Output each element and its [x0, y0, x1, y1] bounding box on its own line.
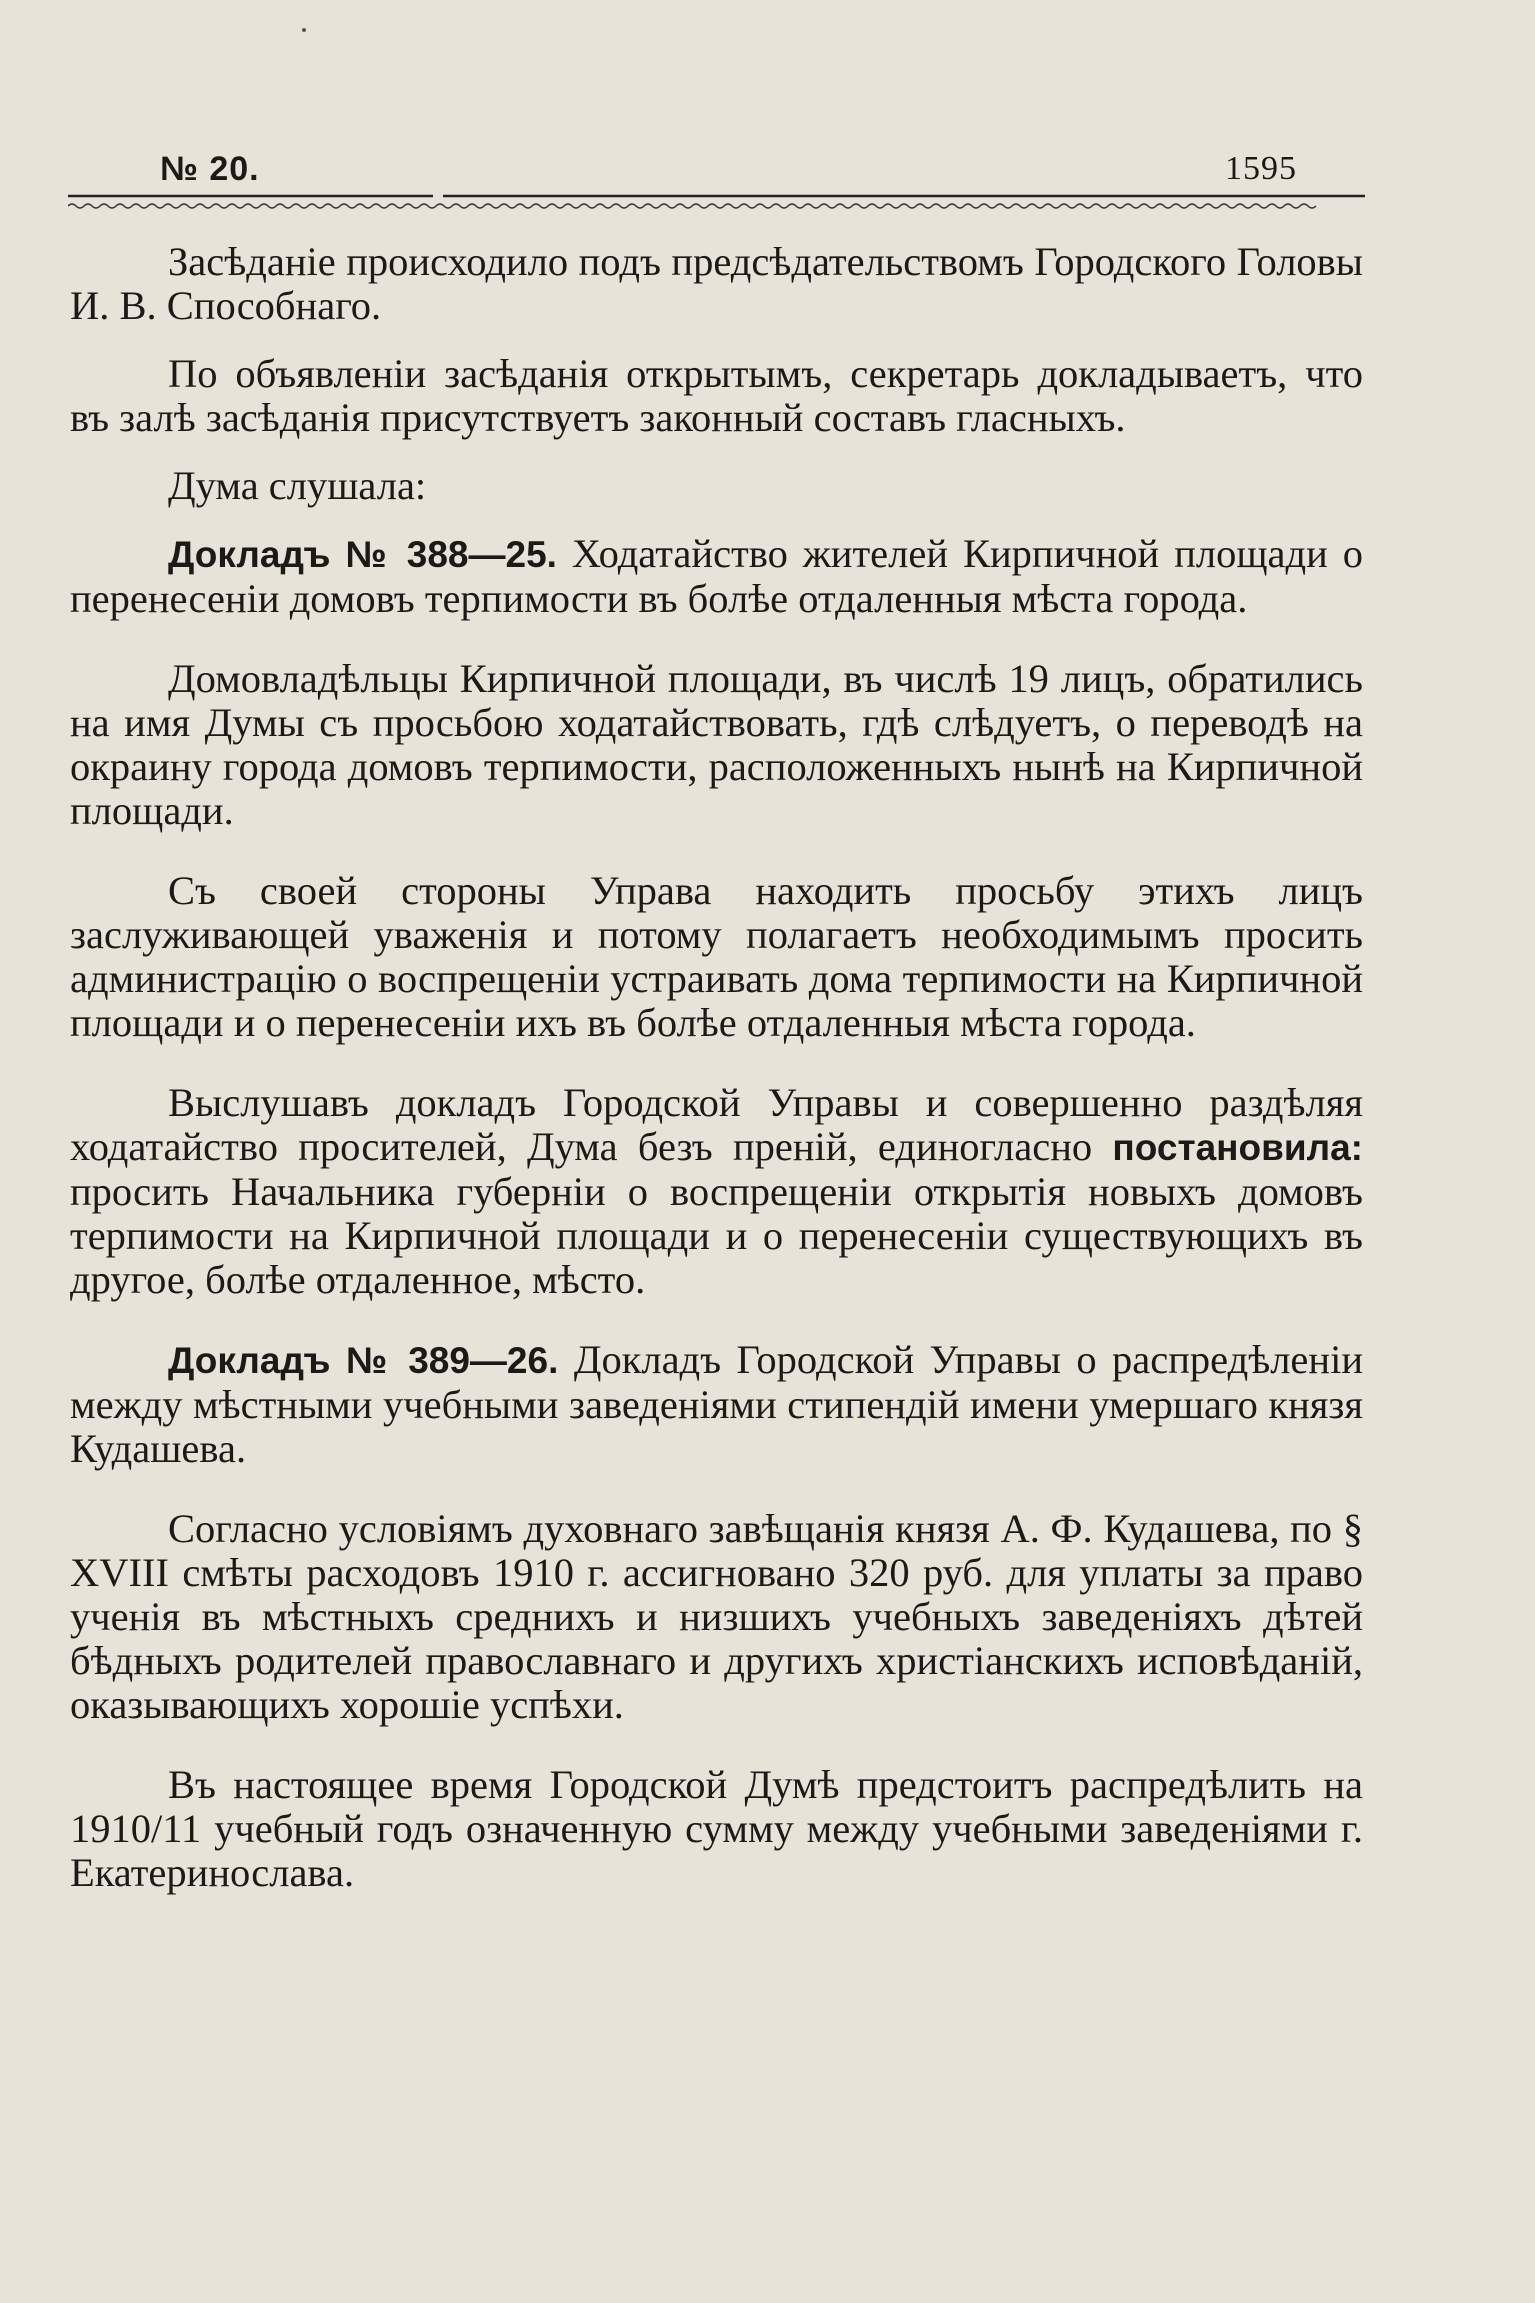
- paragraph-session-opened: По объявленіи засѣданія открытымъ, секретарь докладываетъ, что въ залѣ засѣданія присутствуетъ законный составъ гласныхъ.: [70, 351, 1363, 440]
- ink-speck: [302, 28, 306, 32]
- page-header: [160, 150, 1360, 190]
- issue-number: № 20.: [160, 150, 260, 188]
- paragraph-duma-heard: Дума слушала:: [168, 463, 427, 508]
- paragraph-uprava-opinion: Съ своей стороны Управа находить просьбу этихъ лицъ заслуживающей уваженія и потому полагаетъ необходимымъ просить администрацію о воспрещеніи устраивать дома терпимости на Кирпичной площади и о перенесеніи ихъ въ болѣе отдаленныя мѣста города.: [70, 868, 1363, 1045]
- report-389-title: Докладъ Городской Управы о распредѣленіи между мѣстными учебными заведеніями стипендій имени умершаго князя Кудашева.: [70, 1337, 1363, 1471]
- report-388-label: Докладъ № 388—25.: [168, 534, 557, 575]
- paragraph-report-388: [70, 532, 1363, 621]
- resolution-before: Выслушавъ докладъ Городской Управы и совершенно раздѣляя ходатайство просителей, Дума безъ преній, единогласно: [70, 1080, 1363, 1169]
- document-body: [70, 240, 1363, 1931]
- page-number: 1595: [1225, 150, 1297, 187]
- paragraph-homeowners-petition: Домовладѣльцы Кирпичной площади, въ числѣ 19 лицъ, обратились на имя Думы съ просьбою ходатайствовать, гдѣ слѣдуетъ, о переводѣ на окраину города домовъ терпимости, расположенныхъ нынѣ на Кирпичной площади.: [70, 656, 1363, 833]
- paragraph-distribution: Въ настоящее время Городской Думѣ предстоитъ распредѣлить на 1910/11 учебный годъ означенную сумму между учебными заведеніями г. Екатеринослава.: [70, 1762, 1363, 1895]
- report-389-label: Докладъ № 389—26.: [168, 1340, 559, 1381]
- paragraph-resolution: [70, 1081, 1363, 1302]
- resolution-label: постановила:: [1112, 1127, 1363, 1168]
- paragraph-report-389: [70, 1338, 1363, 1471]
- resolution-after: просить Начальника губерніи о воспрещеніи открытія новыхъ домовъ терпимости на Кирпичной площади и о перенесеніи существующихъ въ другое, болѣе отдаленное, мѣсто.: [70, 1169, 1363, 1302]
- paragraph-session-chair: Засѣданіе происходило подъ предсѣдательствомъ Городского Головы И. В. Способнаго.: [70, 239, 1363, 328]
- report-388-title: Ходатайство жителей Кирпичной площади о перенесеніи домовъ терпимости въ болѣе отдаленныя мѣста города.: [70, 531, 1363, 621]
- paragraph-kudashev-will: Согласно условіямъ духовнаго завѣщанія князя А. Ф. Кудашева, по § XVIII смѣты расходовъ 1910 г. ассигновано 320 руб. для уплаты за право ученія въ мѣстныхъ среднихъ и низшихъ учебныхъ заведеніяхъ дѣтей бѣдныхъ родителей православнаго и другихъ христіанскихъ исповѣданій, оказывающихъ хорошіе успѣхи.: [70, 1506, 1363, 1727]
- header-rule: [68, 192, 1368, 222]
